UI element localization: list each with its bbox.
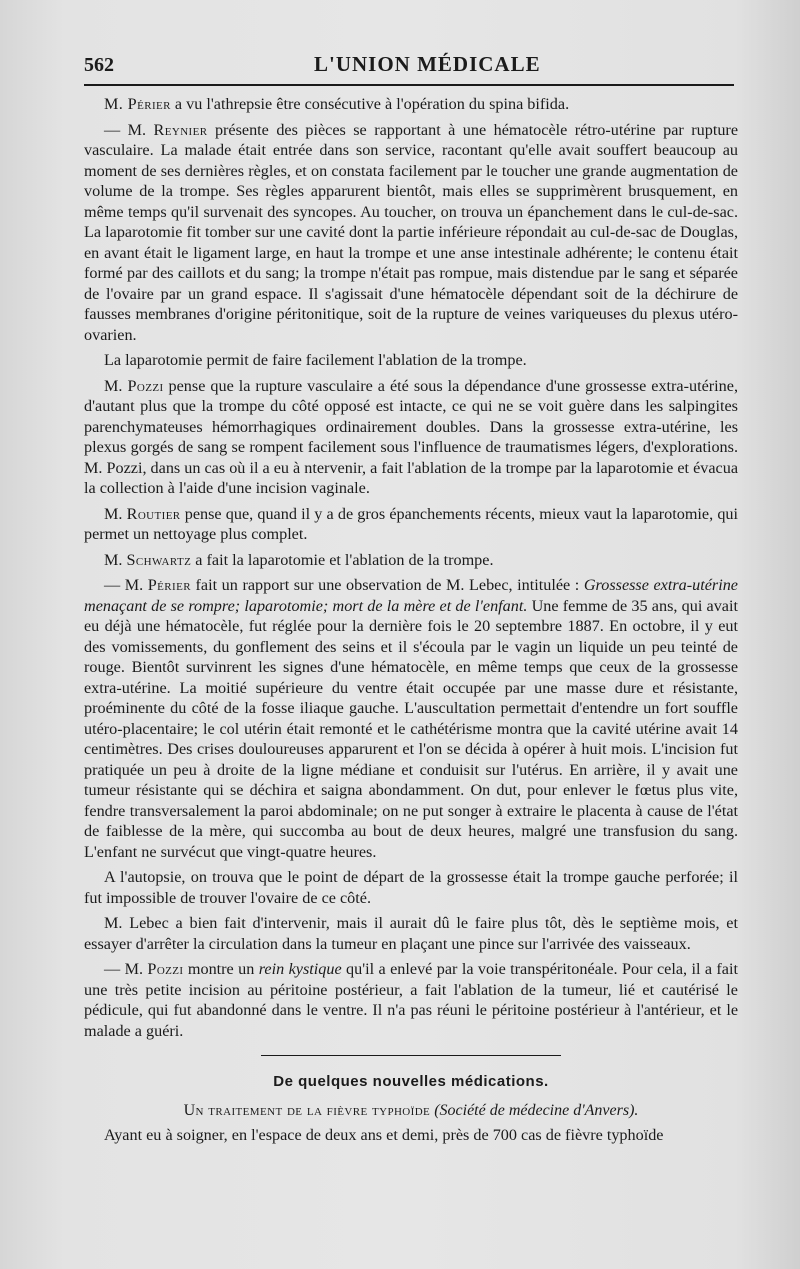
running-title: L'UNION MÉDICALE <box>314 52 541 76</box>
paragraph-text: montre un <box>183 960 259 978</box>
paragraph-prefix: M. <box>104 504 127 523</box>
paragraph <box>84 504 738 545</box>
page-number: 562 <box>84 54 114 76</box>
observation-title: Grossesse extra-utérine menaçant de se rompre; laparotomie; mort de la mère et de l'enfant. <box>84 576 738 615</box>
paragraph-text: pense que, quand il y a de gros épanchements récents, mieux vaut la laparotomie, qui permet un nettoyage plus complet. <box>84 504 738 543</box>
paragraph-prefix: — M. <box>104 960 148 978</box>
speaker-name: Reynier <box>153 120 208 139</box>
paragraph <box>84 376 738 499</box>
paragraph <box>84 959 738 1041</box>
speaker-name: Schwartz <box>126 550 192 569</box>
paragraph <box>84 94 738 115</box>
paragraph <box>84 913 738 954</box>
paragraph-text: a vu l'athrepsie être consécutive à l'opération du spina bifida. <box>170 95 570 113</box>
paragraph-text: M. Lebec a bien fait d'intervenir, mais il aurait dû le faire plus tôt, dès le septième mois, et essayer d'arrêter la circulation dans la tumeur en plaçant une pince sur l'arrivée des vaisseaux. <box>84 914 738 953</box>
paragraph-text-continued: Une femme de 35 ans, qui avait eu déjà une hématocèle, fut réglée pour la dernière fois le 20 septembre 1887. En octobre, il y eut des vomissements, du gonflement des seins et il s'écoula par le vagin un liquide un peu teinté de rouge. Bientôt survinrent les signes d'une hématocèle, en même temps que ceux de la grossesse extra-utérine. La moitié supérieure du ventre était occupée par une masse dure et résistante, proéminente du côté de la fosse iliaque gauche. L'auscultation permettait d'entendre un fort souffle utéro-placentaire; le col utérin était remonté et le cathétérisme montra que la cavité utérine avait 14 centimètres. Des crises douloureuses apparurent et l'on se décida à opérer à huit mois. L'incision fut pratiquée un peu à droite de la ligne médiane et conduisit sur l'utérus. En arrière, il y avait une tumeur résistante qui se déchira et saigna abondamment. On dut, pour enlever le fœtus plus vite, fendre transversalement la paroi abdominale; on ne put songer à extraire le placenta à cause de l'état de faiblesse de la mère, qui succomba au bout de deux heures, malgré une transfusion du sang. L'enfant ne survécut que vingt-quatre heures. <box>84 596 738 861</box>
paragraph <box>84 550 738 571</box>
paragraph-text: Ayant eu à soigner, en l'espace de deux ans et demi, près de 700 cas de fièvre typhoïde <box>104 1126 664 1144</box>
section-divider <box>261 1055 561 1056</box>
paragraph-prefix: M. <box>104 550 127 569</box>
paragraph-text: La laparotomie permit de faire facilement l'ablation de la trompe. <box>104 351 527 369</box>
subtitle-source: (Société de médecine d'Anvers). <box>434 1101 639 1119</box>
paragraph <box>84 1125 738 1146</box>
article-body <box>84 94 738 1146</box>
paragraph-prefix: M. <box>104 376 128 395</box>
paragraph-prefix: — M. <box>104 576 148 594</box>
paragraph-text-continued: qu'il a enlevé par la voie transpéritonéale. Pour cela, il a fait une très petite incision au péritoine postérieur, a fait l'ablation de la tumeur, lié et cautérisé le pédicule, qui fut abandonné dans le ventre. Il n'a pas réuni le péritoine postérieur à l'antérieur, et le malade a guéri. <box>84 960 738 1040</box>
italic-term: rein kystique <box>258 960 342 978</box>
speaker-name: Pozzi <box>127 376 164 395</box>
section-subtitle <box>84 1101 738 1122</box>
speaker-name: Périer <box>147 576 191 594</box>
paragraph-prefix: — M. <box>104 120 154 139</box>
speaker-name: Routier <box>126 504 181 523</box>
paragraph-text: A l'autopsie, on trouva que le point de départ de la grossesse était la trompe gauche perforée; il fut impossible de trouver l'ovaire de ce côté. <box>84 868 738 907</box>
paragraph-text: pense que la rupture vasculaire a été sous la dépendance d'une grossesse extra-utérine, d'autant plus que la trompe du côté opposé est intacte, ce qui ne se voit guère dans les salpingites parenchymateuses hémorrhagiques ordinairement doubles. Dans la grossesse extra-utérine, les plexus gorgés de sang se rompent facilement sous l'influence de traumatismes légers, d'explorations. M. Pozzi, dans un cas où il a eu à ntervenir, a fait l'ablation de la trompe par la laparotomie et évacua la collection à l'aide d'une incision vaginale. <box>84 376 739 497</box>
paragraph-text: a fait la laparotomie et l'ablation de la trompe. <box>191 550 494 569</box>
paragraph <box>84 350 738 371</box>
page-header <box>84 52 738 78</box>
header-rule <box>84 84 734 86</box>
paragraph <box>84 575 738 862</box>
speaker-name: Pozzi <box>147 960 184 978</box>
paragraph-text: fait un rapport sur une observation de M. Lebec, intitulée : <box>190 576 584 594</box>
subtitle-caps: Un traitement de la fièvre typhoïde <box>183 1101 431 1119</box>
paragraph <box>84 867 738 908</box>
section-title: De quelques nouvelles médications. <box>273 1073 549 1090</box>
speaker-name: M. Périer <box>104 95 171 113</box>
paragraph-text: présente des pièces se rapportant à une hématocèle rétro-utérine par rupture vasculaire. La malade était entrée dans son service, racontant qu'elle avait souffert beaucoup au moment de ses dernières règles, et on constata facilement par le toucher une grande augmentation de volume de la trompe. Ses règles apparurent bientôt, mais elles se supprimèrent brusquement, en même temps qu'il survenait des syncopes. Au toucher, on trouva un épanchement dans le cul-de-sac. La laparotomie fit tomber sur une cavité dont la partie inférieure répondait au cul-de-sac de Douglas, en avant était le ligament large, en haut la trompe et une anse intestinale adhérente; le contenu était formé par des caillots et du sang; la trompe n'était pas rompue, mais distendue par le sang et séparée de l'ovaire par un grand espace. Il s'agissait d'une hématocèle dépendant soit de la déchirure de fausses membranes d'origine péritonitique, soit de la rupture de veines variqueuses du plexus utéro-ovarien. <box>84 120 738 344</box>
paragraph <box>84 120 738 346</box>
